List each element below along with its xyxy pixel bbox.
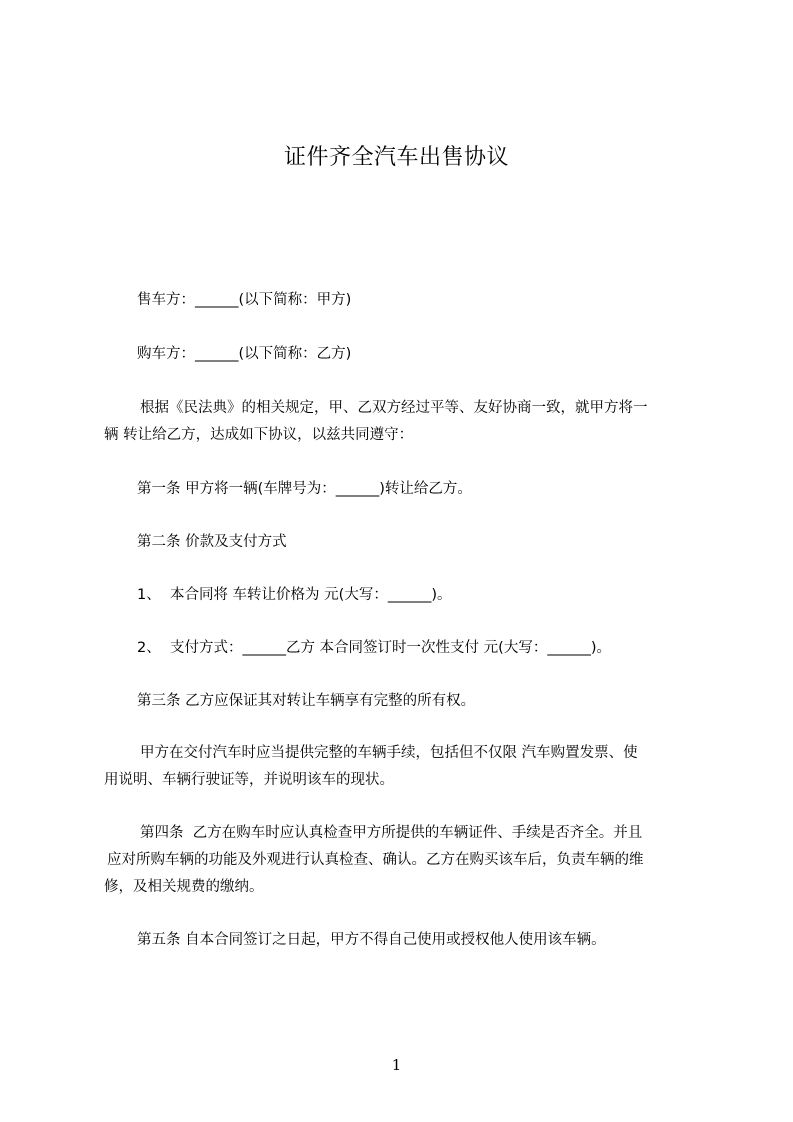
buyer-line: 购车方：______(以下简称：乙方)	[137, 346, 352, 362]
page-number: 1	[391, 1056, 402, 1074]
article-2-item-1: 1、 本合同将 车转让价格为 元(大写：______)。	[137, 587, 452, 603]
article-5: 第五条 自本合同签订之日起，甲方不得自己使用或授权他人使用该车辆。	[137, 932, 606, 948]
seller-line: 售车方：______(以下简称：甲方)	[137, 292, 352, 308]
preamble-line-1: 根据《民法典》的相关规定，甲、乙双方经过平等、友好协商一致，就甲方将一	[140, 400, 648, 416]
preamble-line-2: 辆 转让给乙方，达成如下协议，以兹共同遵守：	[104, 427, 414, 443]
article-3-detail-line-1: 甲方在交付汽车时应当提供完整的车辆手续，包括但不仅限 汽车购置发票、使	[140, 745, 638, 761]
article-3: 第三条 乙方应保证其对转让车辆享有完整的所有权。	[137, 693, 476, 709]
document-title: 证件齐全汽车出售协议	[283, 145, 509, 170]
article-4-line-3: 修，及相关规费的缴纳。	[104, 879, 264, 895]
article-3-detail-line-2: 用说明、车辆行驶证等，并说明该车的现状。	[104, 772, 394, 788]
article-1: 第一条 甲方将一辆(车牌号为：______)转让给乙方。	[137, 481, 472, 497]
article-2-heading: 第二条 价款及支付方式	[137, 534, 287, 550]
article-4-line-2: 应对所购车辆的功能及外观进行认真检查、确认。乙方在购买该车后，负责车辆的维	[107, 852, 644, 868]
article-2-item-2: 2、 支付方式：______乙方 本合同签订时一次性支付 元(大写：______)。	[137, 640, 611, 656]
article-4-line-1: 第四条 乙方在购车时应认真检查甲方所提供的车辆证件、手续是否齐全。并且	[140, 825, 643, 841]
